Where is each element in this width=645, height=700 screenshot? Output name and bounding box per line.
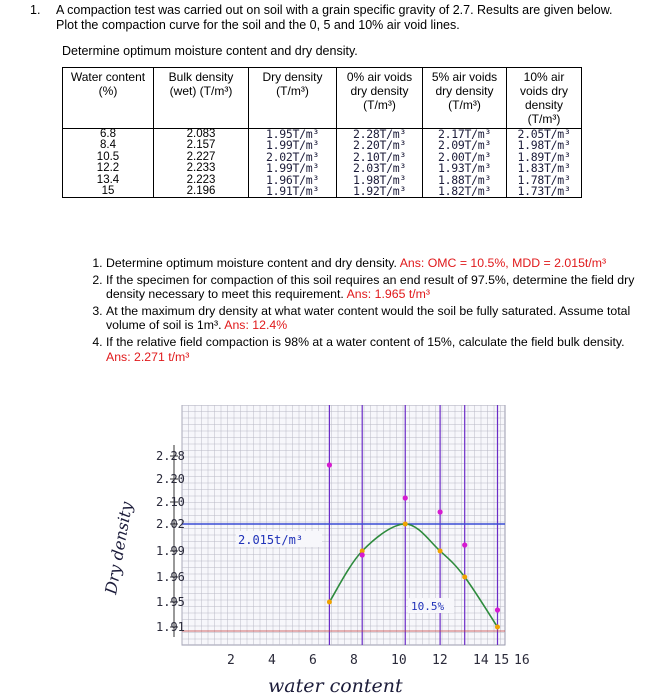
- cell: 1.98T/m³: [337, 175, 423, 186]
- table-row: [63, 129, 582, 141]
- cell: 1.99T/m³: [249, 140, 337, 151]
- cell: 2.28T/m³: [337, 129, 423, 141]
- table-row: [63, 175, 582, 186]
- grid-frame: [182, 405, 505, 645]
- cell: 2.223: [154, 175, 249, 186]
- y-tick-label: 2.10: [156, 495, 185, 509]
- x-tick-label: 8: [350, 653, 358, 668]
- question-subtitle: Determine optimum moisture content and dry density.: [62, 44, 358, 58]
- answer-value: Ans: 2.271 t/m³: [106, 349, 190, 364]
- answer-question: If the specimen for compaction of this soil requires an end result of 97.5%, determine the field dry density necessary to meet this requirement.: [106, 272, 635, 302]
- data-point: [327, 600, 332, 605]
- data-point: [462, 575, 467, 580]
- cell: 2.157: [154, 140, 249, 151]
- cell: 1.82T/m³: [423, 186, 507, 198]
- table-header-row: [63, 68, 582, 129]
- cell: 2.09T/m³: [423, 140, 507, 151]
- cell: 1.73T/m³: [507, 186, 582, 198]
- cell: 1.91T/m³: [249, 186, 337, 198]
- answer-item: [106, 273, 645, 302]
- cell: 6.8: [63, 129, 154, 141]
- chart-grid: [182, 405, 505, 645]
- cell: 2.10T/m³: [337, 152, 423, 163]
- table-row: [63, 163, 582, 174]
- x-tick-label: 15: [493, 653, 510, 668]
- cell: 13.4: [63, 175, 154, 186]
- cell: 2.00T/m³: [423, 152, 507, 163]
- answer-value: Ans: OMC = 10.5%, MDD = 2.015t/m³: [399, 256, 607, 270]
- cell: 1.83T/m³: [507, 163, 582, 174]
- cell: 2.05T/m³: [507, 129, 582, 141]
- cell: 2.233: [154, 163, 249, 174]
- y-tick-label: 1.96: [156, 570, 185, 584]
- x-tick-label: 10: [391, 653, 407, 668]
- y-tick-label: 1.95: [156, 595, 185, 609]
- cell: 1.95T/m³: [249, 129, 337, 141]
- cell: 10.5: [63, 152, 154, 163]
- y-tick-label: 2.28: [156, 449, 185, 463]
- cell: 1.89T/m³: [507, 152, 582, 163]
- x-tick-label: 12: [432, 653, 448, 668]
- question-text: A compaction test was carried out on soil with a grain specific gravity of 2.7. Results are given below. Plot the compaction curve for the soil and the 0, 5 and 10% air void lines.: [56, 3, 613, 32]
- x-axis-title: water content: [268, 675, 403, 697]
- header-0-air-voids: 0% air voids dry density (T/m³): [337, 68, 423, 129]
- x-tick-label: 4: [268, 653, 276, 668]
- header-water-content: Water content (%): [63, 68, 154, 129]
- y-tick-label: 1.99: [156, 544, 185, 558]
- max-density-label: 2.015t/m³: [238, 533, 304, 547]
- compaction-table: [62, 67, 582, 198]
- cell: 1.98T/m³: [507, 140, 582, 151]
- answer-item: [106, 304, 645, 333]
- cell: 1.99T/m³: [249, 163, 337, 174]
- header-5-air-voids: 5% air voids dry density (T/m³): [423, 68, 507, 129]
- zero-air-void-point: [438, 509, 443, 514]
- table-row: [63, 140, 582, 151]
- cell: 2.196: [154, 186, 249, 198]
- cell: 2.227: [154, 152, 249, 163]
- y-tick-label: 2.02: [156, 517, 185, 531]
- cell: 1.92T/m³: [337, 186, 423, 198]
- question-number: 1.: [30, 3, 41, 17]
- cell: 2.083: [154, 129, 249, 141]
- data-point: [403, 522, 408, 527]
- y-tick-label: 1.91: [156, 620, 185, 634]
- data-point: [438, 549, 443, 554]
- x-tick-label: 6: [309, 653, 317, 668]
- cell: 1.96T/m³: [249, 175, 337, 186]
- omc-label: 10.5%: [411, 600, 445, 613]
- zero-air-void-point: [360, 552, 365, 557]
- zero-air-void-point: [327, 462, 332, 467]
- answer-question: Determine optimum moisture content and dry density.: [106, 256, 397, 270]
- x-tick-label: 2: [227, 653, 235, 668]
- header-dry-density: Dry density (T/m³): [249, 68, 337, 129]
- zero-air-void-point: [403, 495, 408, 500]
- header-10-air-voids: 10% air voids dry density (T/m³): [507, 68, 582, 129]
- y-tick-label: 2.20: [156, 472, 185, 486]
- cell: 2.20T/m³: [337, 140, 423, 151]
- table-row: [63, 186, 582, 198]
- answer-question: If the relative field compaction is 98% at a water content of 15%, calculate the field bulk density.: [106, 334, 625, 349]
- data-point: [495, 625, 500, 630]
- answers-list: [82, 256, 645, 366]
- cell: 12.2: [63, 163, 154, 174]
- cell: 8.4: [63, 140, 154, 151]
- answer-value: Ans: 1.965 t/m³: [346, 287, 430, 302]
- table-row: [63, 152, 582, 163]
- answer-item: [106, 256, 645, 271]
- cell: 1.93T/m³: [423, 163, 507, 174]
- compaction-chart: [0, 405, 645, 700]
- x-tick-label: 16: [514, 653, 530, 668]
- y-axis-title: Dry density: [101, 500, 137, 596]
- cell: 2.17T/m³: [423, 129, 507, 141]
- zero-air-void-point: [462, 542, 467, 547]
- zero-air-void-point: [495, 607, 500, 612]
- cell: 15: [63, 186, 154, 198]
- answer-value: Ans: 12.4%: [224, 318, 288, 333]
- cell: 2.03T/m³: [337, 163, 423, 174]
- header-bulk-density: Bulk density (wet) (T/m³): [154, 68, 249, 129]
- cell: 1.88T/m³: [423, 175, 507, 186]
- answer-question: At the maximum dry density at what water content would the soil be fully saturated. Assume total volume of soil is 1m³.: [106, 303, 631, 333]
- answer-item: [106, 335, 645, 364]
- cell: 1.78T/m³: [507, 175, 582, 186]
- x-tick-label: 14: [473, 653, 489, 668]
- cell: 2.02T/m³: [249, 152, 337, 163]
